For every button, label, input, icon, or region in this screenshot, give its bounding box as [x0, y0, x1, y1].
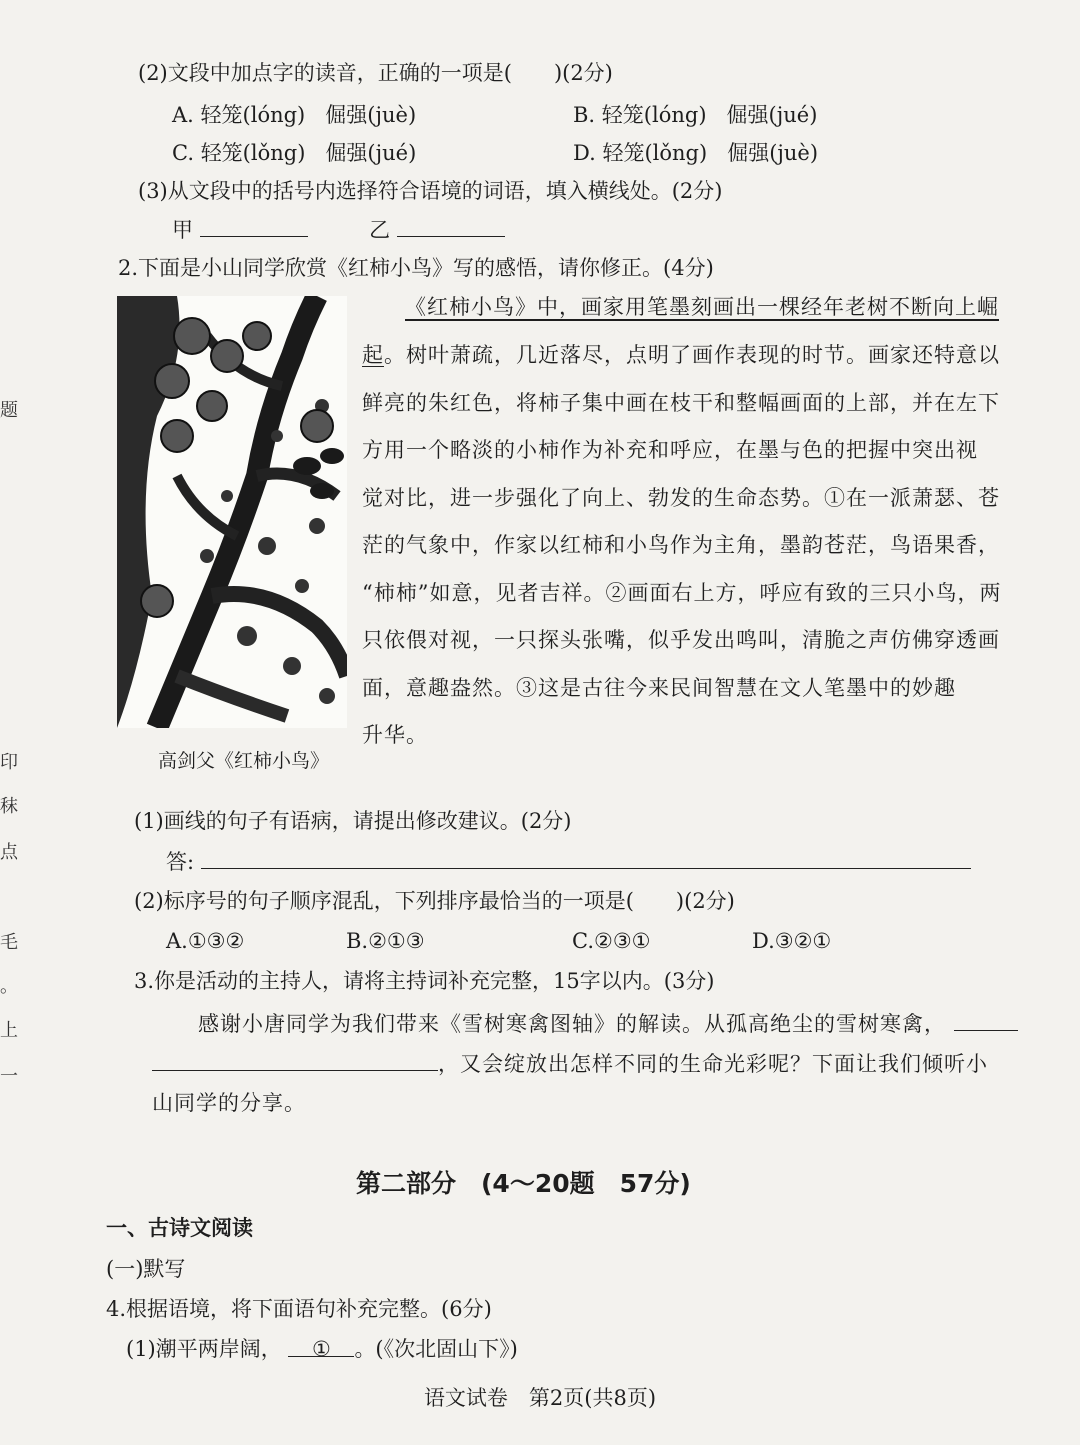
q1-option-a-word1: 轻笼(lóng): [200, 103, 306, 127]
q1-sub2: (2)文段中加点字的读音，正确的一项是( )(2分): [138, 61, 613, 85]
q2-para-line-7: “柿柿”如意，见者吉祥。②画面右上方，呼应有致的三只小鸟，两: [362, 581, 1002, 605]
part2-subheading-dictation: (一)默写: [106, 1257, 186, 1281]
page-footer: 语文试卷 第2页(共8页): [423, 1386, 657, 1410]
q3-line-3: 山同学的分享。: [152, 1091, 306, 1115]
margin-char: 点: [0, 842, 18, 863]
painting-caption: 高剑父《红柿小鸟》: [158, 750, 330, 772]
q1-option-d-word2: 倔强(juè): [727, 141, 819, 165]
q1-option-c-word2: 倔强(jué): [325, 141, 417, 165]
margin-char: 毛: [0, 932, 18, 953]
answer-label: 答:: [166, 850, 195, 874]
q2-para-line-1: 《红柿小鸟》中，画家用笔墨刻画出一棵经年老树不断向上崛: [405, 295, 999, 319]
q3-line-2: ，又会绽放出怎样不同的生命光彩呢？下面让我们倾听小: [152, 1048, 988, 1079]
q2-para-line-8: 只依偎对视，一只探头张嘴，似乎发出鸣叫，清脆之声仿佛穿透画: [362, 628, 1000, 652]
q3-intro: 3.你是活动的主持人，请将主持词补充完整，15字以内。(3分): [134, 969, 715, 993]
q2-para-line-5: 觉对比，进一步强化了向上、勃发的生命态势。①在一派萧瑟、苍: [362, 486, 1000, 510]
q2-sub2: (2)标序号的句子顺序混乱，下列排序最恰当的一项是( )(2分): [134, 889, 735, 913]
q2-para-line-9: 面，意趣盎然。③这是古往今来民间智慧在文人笔墨中的妙趣: [362, 676, 956, 700]
q4-answer-blank[interactable]: ①: [288, 1334, 354, 1357]
q2-answer-blank[interactable]: [201, 846, 971, 869]
margin-char: 上: [0, 1020, 18, 1041]
jia-answer-blank[interactable]: [200, 214, 308, 237]
jia-label: 甲: [172, 218, 193, 242]
q1-option-a-word2: 倔强(juè): [325, 103, 417, 127]
q1-option-c: C. 轻笼(lǒng) 倔强(jué): [172, 141, 417, 165]
margin-char: 题: [0, 400, 18, 421]
q2-choice-c: C.②③①: [572, 929, 651, 953]
q2-answer-row: [166, 846, 971, 877]
q1-option-b-word2: 倔强(jué): [726, 103, 818, 127]
q4-sub1: (1)潮平两岸阔， ① 。(《次北固山下》): [126, 1334, 518, 1364]
q4-intro: 4.根据语境，将下面语句补充完整。(6分): [106, 1297, 492, 1321]
part2-heading-classical: 一、古诗文阅读: [106, 1216, 253, 1240]
underline-continuation: [362, 366, 384, 367]
yi-answer-blank[interactable]: [397, 214, 505, 237]
painting-image: [117, 296, 347, 728]
q1-option-d: D. 轻笼(lǒng) 倔强(juè): [573, 141, 819, 165]
q1-sub3: (3)从文段中的括号内选择符合语境的词语，填入横线处。(2分): [138, 179, 723, 203]
q1-option-a: A. 轻笼(lóng) 倔强(juè): [172, 103, 417, 127]
q2-para-line-6: 茫的气象中，作家以红柿和小鸟作为主角，墨韵苍茫，鸟语果香，: [362, 533, 1000, 557]
margin-char: 一: [0, 1066, 18, 1087]
q2-para-line-10: 升华。: [362, 723, 428, 747]
q2-choice-d: D.③②①: [752, 929, 832, 953]
persimmon-painting-svg: [117, 296, 347, 728]
q2-choice-a: A.①③②: [166, 929, 245, 953]
q1-option-b: B. 轻笼(lóng) 倔强(jué): [573, 103, 818, 127]
q2-para-line-3: 鲜亮的朱红色，将柿子集中画在枝干和整幅画面的上部，并在左下: [362, 391, 1000, 415]
q2-choice-b: B.②①③: [346, 929, 425, 953]
q2-intro: 2.下面是小山同学欣赏《红柿小鸟》写的感悟，请你修正。(4分): [118, 256, 714, 280]
yi-label: 乙: [369, 218, 391, 242]
q3-blank-part2[interactable]: [152, 1048, 438, 1071]
margin-char: 秣: [0, 796, 18, 817]
margin-char: 。: [0, 976, 18, 997]
q1-blank-row: [172, 214, 505, 245]
q1-option-b-word1: 轻笼(lóng): [601, 103, 707, 127]
margin-char: 印: [0, 752, 18, 773]
q2-para-line-2: 起。树叶萧疏，几近落尽，点明了画作表现的时节。画家还特意以: [362, 343, 1000, 367]
q3-line-1: 感谢小唐同学为我们带来《雪树寒禽图轴》的解读。从孤高绝尘的雪树寒禽，: [198, 1008, 1018, 1039]
part2-title: 第二部分 (4～20题 57分): [356, 1169, 691, 1198]
q1-option-c-word1: 轻笼(lǒng): [200, 141, 306, 165]
q2-sub1: (1)画线的句子有语病，请提出修改建议。(2分): [134, 809, 572, 833]
q1-option-d-word1: 轻笼(lǒng): [602, 141, 708, 165]
q3-blank-part1[interactable]: [954, 1008, 1018, 1031]
q2-para-line-4: 方用一个略淡的小柿作为补充和呼应，在墨与色的把握中突出视: [362, 438, 978, 462]
